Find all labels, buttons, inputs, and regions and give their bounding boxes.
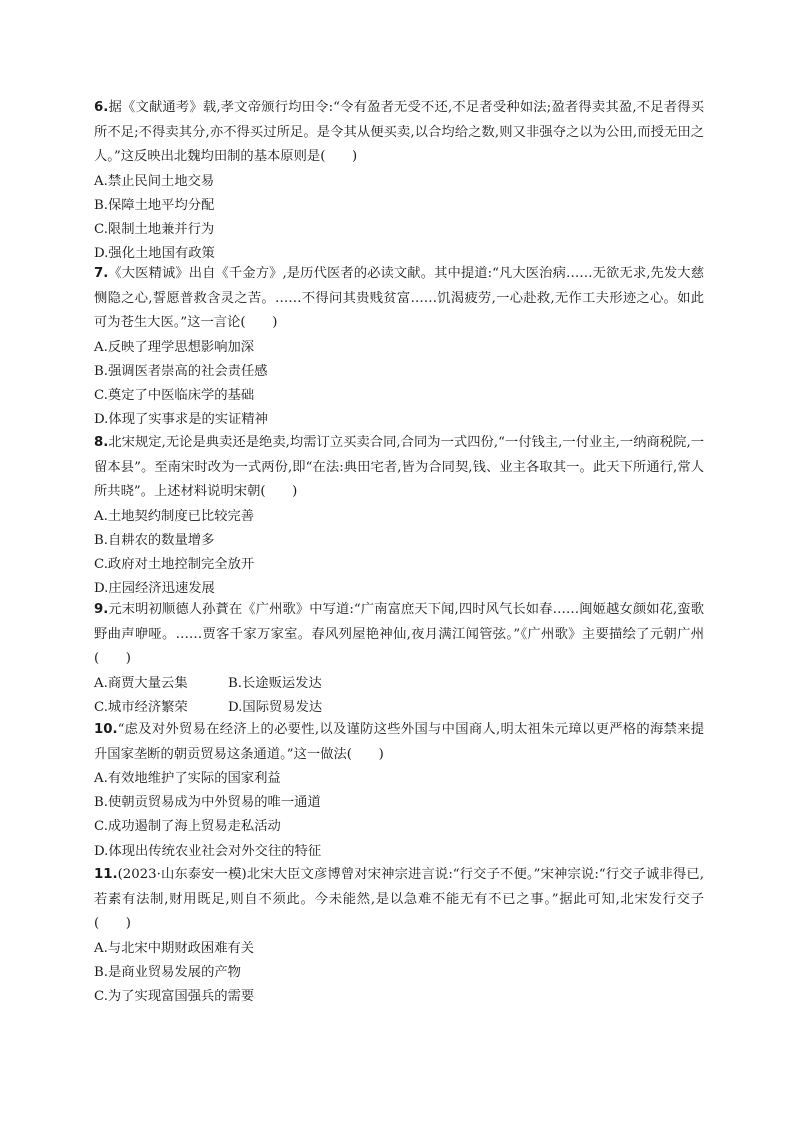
- question-stem: [94, 863, 704, 937]
- option-b[interactable]: B.强调医者崇高的社会责任感: [94, 363, 268, 379]
- option-c[interactable]: C.成功遏制了海上贸易走私活动: [94, 819, 281, 835]
- option-d[interactable]: D.体现出传统农业社会对外交往的特征: [94, 843, 322, 859]
- question-text: 据《文献通考》载,孝文帝颁行均田令:“令有盈者无受不还,不足者受种如法;盈者得卖其盈,不足者得买所不足;不得卖其分,亦不得买过所足。是令其从便买卖,以合均给之数,则又非强夺之以为公田,而授无田之人。”这反映出北魏均田制的基本原则是( ): [94, 100, 704, 164]
- question-number: 7.: [94, 266, 109, 281]
- question-number: 11.: [94, 867, 118, 882]
- question-8: [94, 431, 704, 601]
- option-c[interactable]: C.为了实现富国强兵的需要: [94, 988, 255, 1004]
- option-a[interactable]: A.商贾大量云集: [94, 675, 188, 691]
- option-b[interactable]: B.自耕农的数量增多: [94, 532, 215, 548]
- option-d[interactable]: D.体现了实事求是的实证精神: [94, 412, 268, 428]
- question-number: 9.: [94, 602, 109, 617]
- question-number: 10.: [94, 722, 118, 737]
- question-text: 北宋大臣文彦博曾对宋神宗进言说:“行交子不便。”宋神宗说:“行交子诚非得已,若素有法制,财用既足,则自不须此。今未能然,是以急难不能无有不已之事。”据此可知,北宋发行交子( ): [94, 867, 704, 931]
- option-d[interactable]: D.庄园经济迅速发展: [94, 581, 215, 597]
- question-number: 6.: [94, 100, 109, 115]
- question-text: “虑及对外贸易在经济上的必要性,以及谨防这些外国与中国商人,明太祖朱元璋以更严格的海禁来提升国家垄断的朝贡贸易这条通道。”这一做法( ): [94, 722, 704, 762]
- option-c[interactable]: C.限制土地兼并行为: [94, 221, 215, 237]
- question-number: 8.: [94, 435, 109, 450]
- option-b[interactable]: B.长途贩运发达: [228, 675, 322, 691]
- question-11: [94, 863, 704, 1009]
- question-text: 《大医精诚》出自《千金方》,是历代医者的必读文献。其中提道:“凡大医治病……无欲无求,先发大慈恻隐之心,誓愿普救含灵之苦。……不得问其贵贱贫富……饥渴疲劳,一心赴救,无作工夫形迹之心。如此可为苍生大医。”这一言论( ): [94, 266, 704, 330]
- question-stem: [94, 262, 704, 336]
- option-row: [94, 672, 704, 696]
- question-9: [94, 598, 704, 720]
- option-b[interactable]: B.是商业贸易发展的产物: [94, 964, 241, 980]
- option-d[interactable]: D.国际贸易发达: [228, 699, 323, 715]
- option-a[interactable]: A.反映了理学思想影响加深: [94, 339, 255, 355]
- option-c[interactable]: C.奠定了中医临床学的基础: [94, 387, 255, 403]
- question-text: 北宋规定,无论是典卖还是绝卖,均需订立买卖合同,合同为一式四份,“一付钱主,一付业主,一纳商税院,一留本县”。至南宋时改为一式两份,即“在法:典田宅者,皆为合同契,钱、业主各取其一。此天下所通行,常人所共晓”。上述材料说明宋朝( ): [94, 435, 704, 499]
- option-b[interactable]: B.使朝贡贸易成为中外贸易的唯一通道: [94, 795, 321, 811]
- option-a[interactable]: A.土地契约制度已比较完善: [94, 508, 255, 524]
- option-a[interactable]: A.禁止民间土地交易: [94, 173, 215, 189]
- question-6: [94, 96, 704, 266]
- option-a[interactable]: A.有效地维护了实际的国家利益: [94, 771, 281, 786]
- question-stem: [94, 718, 704, 767]
- question-stem: [94, 96, 704, 170]
- question-source: (2023·山东泰安一模): [117, 867, 247, 882]
- option-d[interactable]: D.强化土地国有政策: [94, 246, 215, 262]
- question-stem: [94, 598, 704, 672]
- question-text: 元末明初顺德人孙蕡在《广州歌》中写道:“广南富庶天下闻,四时风气长如春……闽姬越女颜如花,蛮歌野曲声咿哑。……贾客千家万家室。春风列屋艳神仙,夜月满江闻管弦。”《广州歌》主要描绘了元朝广州( ): [94, 602, 704, 666]
- option-row: [94, 696, 704, 720]
- option-b[interactable]: B.保障土地平均分配: [94, 197, 215, 213]
- question-7: [94, 262, 704, 432]
- option-a[interactable]: A.与北宋中期财政困难有关: [94, 940, 255, 956]
- option-c[interactable]: C.城市经济繁荣: [94, 699, 188, 715]
- option-c[interactable]: C.政府对土地控制完全放开: [94, 556, 255, 572]
- question-stem: [94, 431, 704, 505]
- question-10: [94, 718, 704, 864]
